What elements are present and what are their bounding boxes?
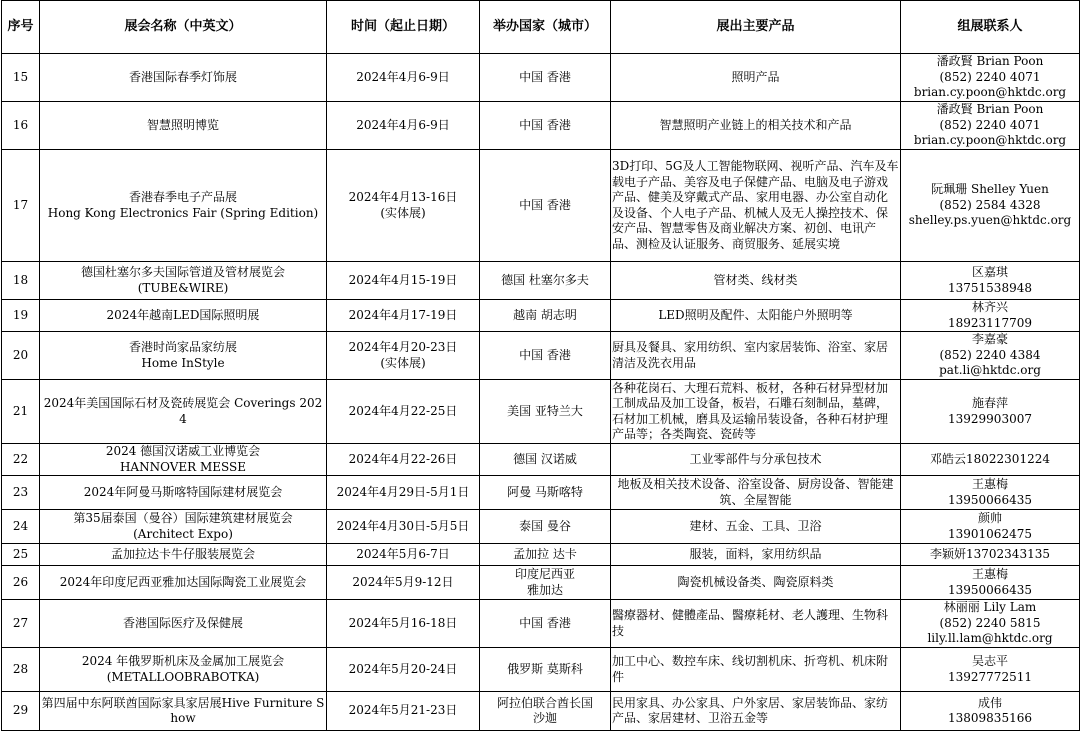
exhibition-place-line: 孟加拉 达卡 <box>513 546 577 561</box>
exhibition-contact-line: 13950066435 <box>948 582 1032 597</box>
exhibition-name-line: 智慧照明博览 <box>146 117 219 132</box>
exhibition-place <box>480 332 611 380</box>
exhibition-date-line: 2024年4月15-19日 <box>348 272 458 287</box>
table-row <box>2 380 1080 444</box>
exhibition-name-line: 2024年越南LED国际照明展 <box>106 307 260 322</box>
row-number: 24 <box>2 510 40 544</box>
exhibition-name <box>40 600 327 648</box>
exhibition-date-line: 2024年5月9-12日 <box>352 574 454 589</box>
exhibition-date-line: 2024年5月20-24日 <box>348 661 458 676</box>
exhibition-products: 智慧照明产业链上的相关技术和产品 <box>611 102 901 150</box>
exhibition-place-line: 美国 亚特兰大 <box>507 403 583 418</box>
exhibition-place-line: 越南 胡志明 <box>513 307 577 322</box>
exhibition-name-line: 2024年美国国际石材及瓷砖展览会 Coverings 2024 <box>43 396 323 426</box>
exhibition-contact-line: 王惠梅 <box>971 567 1008 581</box>
exhibition-products: 民用家具、办公家具、户外家居、家居装饰品、家纺产品、家居建材、卫浴五金等 <box>611 692 901 731</box>
exhibition-name <box>40 444 327 476</box>
exhibition-name-line: (TUBE&WIRE) <box>137 280 229 295</box>
table-row <box>2 510 1080 544</box>
row-number: 21 <box>2 380 40 444</box>
exhibition-contact <box>901 544 1080 566</box>
exhibition-contact-line: 潘政賢 Brian Poon <box>936 54 1044 69</box>
exhibition-date-line: 2024年4月17-19日 <box>348 307 458 322</box>
exhibition-place-line: 德国 杜塞尔多夫 <box>501 272 589 287</box>
header-products: 展出主要产品 <box>611 1 901 54</box>
exhibition-products: 建材、五金、工具、卫浴 <box>611 510 901 544</box>
header-seq: 序号 <box>2 1 40 54</box>
exhibition-contact-line: 成伟 <box>977 695 1002 710</box>
exhibition-place <box>480 102 611 150</box>
exhibition-contact <box>901 332 1080 380</box>
exhibition-contact <box>901 54 1080 102</box>
exhibition-products: 地板及相关技术设备、浴室设备、厨房设备、智能建筑、全屋智能 <box>611 476 901 510</box>
exhibition-products: 3D打印、5G及人工智能物联网、视听产品、汽车及车载电子产品、美容及电子保健产品、电脑及电子游戏产品、健美及穿戴式产品、家用电器、办公室自动化及设备、个人电子产品、机械人及无人操控技术、保安产品、智慧零售及商业解决方案、初创、电讯产品、测检及认证服务、商贸服务、延展实境 <box>611 150 901 262</box>
exhibition-contact-line: 颜帅 <box>977 511 1002 525</box>
exhibition-contact <box>901 262 1080 300</box>
exhibition-contact-line: (852) 2240 4071 <box>939 69 1041 84</box>
exhibition-place-line: 中国 香港 <box>519 69 571 84</box>
exhibition-name <box>40 102 327 150</box>
exhibition-name <box>40 150 327 262</box>
exhibition-contact-line: shelley.ps.yuen@hktdc.org <box>908 213 1072 228</box>
exhibition-contact <box>901 380 1080 444</box>
exhibition-date <box>327 444 480 476</box>
exhibition-place-line: 德国 汉诺威 <box>513 451 577 466</box>
exhibition-name-line: 2024年阿曼马斯喀特国际建材展览会 <box>83 484 283 499</box>
exhibition-date <box>327 102 480 150</box>
exhibition-date <box>327 600 480 648</box>
exhibition-contact <box>901 102 1080 150</box>
exhibition-products: 醫療器材、健體產品、醫療耗材、老人護理、生物科技 <box>611 600 901 648</box>
exhibition-place <box>480 692 611 731</box>
exhibition-place-line: 印度尼西亚 <box>514 567 575 581</box>
exhibition-date-line: 2024年4月6-9日 <box>356 69 450 84</box>
table-row <box>2 150 1080 262</box>
header-row <box>2 1 1080 54</box>
exhibition-date <box>327 332 480 380</box>
exhibition-products: 工业零部件与分承包技术 <box>611 444 901 476</box>
row-number: 17 <box>2 150 40 262</box>
exhibition-contact <box>901 510 1080 544</box>
table-row <box>2 476 1080 510</box>
exhibition-contact <box>901 566 1080 600</box>
exhibition-date-line: (实体展) <box>380 205 426 220</box>
row-number: 26 <box>2 566 40 600</box>
exhibition-name-line: 2024年印度尼西亚雅加达国际陶瓷工业展览会 <box>59 574 307 589</box>
exhibition-contact-line: 13751538948 <box>948 280 1032 295</box>
exhibition-date <box>327 692 480 731</box>
table-row <box>2 300 1080 332</box>
exhibition-products: 管材类、线材类 <box>611 262 901 300</box>
table-row <box>2 600 1080 648</box>
exhibition-date <box>327 54 480 102</box>
exhibition-name <box>40 692 327 731</box>
exhibition-contact-line: lily.ll.lam@hktdc.org <box>927 631 1053 646</box>
table-row <box>2 692 1080 731</box>
exhibition-name <box>40 380 327 444</box>
exhibition-place <box>480 54 611 102</box>
exhibition-name-line: 第35届泰国（曼谷）国际建筑建材展览会 <box>73 511 293 525</box>
exhibition-contact-line: 吴志平 <box>971 654 1008 668</box>
table-body <box>2 54 1080 731</box>
exhibition-contact <box>901 692 1080 731</box>
exhibition-contact <box>901 150 1080 262</box>
row-number: 20 <box>2 332 40 380</box>
exhibition-date-line: 2024年4月29日-5月1日 <box>336 484 470 499</box>
exhibition-contact <box>901 648 1080 692</box>
row-number: 18 <box>2 262 40 300</box>
exhibition-place <box>480 380 611 444</box>
exhibition-contact-line: 13950066435 <box>948 492 1032 507</box>
exhibition-name-line: 孟加拉达卡牛仔服装展览会 <box>110 546 255 561</box>
exhibition-name-line: (METALLOOBRABOTKA) <box>106 669 260 684</box>
exhibition-place <box>480 262 611 300</box>
exhibition-contact-line: 13901062475 <box>948 526 1032 541</box>
exhibition-name-line: Home InStyle <box>141 355 225 370</box>
exhibition-place-line: 中国 香港 <box>519 347 571 362</box>
exhibition-place-line: 沙迦 <box>532 711 557 725</box>
exhibition-products: 陶瓷机械设备类、陶瓷原料类 <box>611 566 901 600</box>
row-number: 22 <box>2 444 40 476</box>
exhibition-contact-line: (852) 2584 4328 <box>939 197 1041 212</box>
row-number: 25 <box>2 544 40 566</box>
exhibition-contact-line: 林丽丽 Lily Lam <box>943 600 1037 615</box>
exhibition-contact <box>901 476 1080 510</box>
exhibition-name <box>40 544 327 566</box>
exhibition-contact-line: 潘政賢 Brian Poon <box>936 102 1044 117</box>
exhibition-contact-line: 林齐兴 <box>971 300 1008 314</box>
header-date: 时间（起止日期） <box>327 1 480 54</box>
exhibition-contact-line: 李颖妍13702343135 <box>930 546 1050 561</box>
exhibition-name <box>40 262 327 300</box>
exhibition-table <box>1 0 1080 731</box>
exhibition-date <box>327 380 480 444</box>
exhibition-products: 各种花岗石、大理石荒料、板材，各种石材异型材加工制成品及加工设备，板岩，石雕石刻制品，墓碑，石材加工机械，磨具及运输吊装设备，各种石材护理产品等；各类陶瓷、瓷砖等 <box>611 380 901 444</box>
exhibition-contact-line: 区嘉琪 <box>971 265 1008 279</box>
exhibition-name <box>40 648 327 692</box>
exhibition-name <box>40 566 327 600</box>
row-number: 23 <box>2 476 40 510</box>
exhibition-name-line: 德国杜塞尔多夫国际管道及管材展览会 <box>80 265 285 279</box>
exhibition-contact-line: 王惠梅 <box>971 477 1008 491</box>
exhibition-name-line: 2024 年俄罗斯机床及金属加工展览会 <box>81 654 285 668</box>
exhibition-contact-line: brian.cy.poon@hktdc.org <box>913 133 1067 148</box>
exhibition-contact-line: 邓皓云18022301224 <box>930 451 1050 466</box>
exhibition-place-line: 阿曼 马斯喀特 <box>507 484 583 499</box>
table-row <box>2 566 1080 600</box>
exhibition-date <box>327 262 480 300</box>
exhibition-place-line: 泰国 曼谷 <box>519 518 571 533</box>
exhibition-place <box>480 600 611 648</box>
table-row <box>2 332 1080 380</box>
exhibition-date <box>327 544 480 566</box>
header-contact: 组展联系人 <box>901 1 1080 54</box>
exhibition-place <box>480 300 611 332</box>
exhibition-contact-line: pat.li@hktdc.org <box>939 363 1041 378</box>
exhibition-name-line: Hong Kong Electronics Fair (Spring Edition) <box>47 205 319 220</box>
exhibition-name <box>40 54 327 102</box>
exhibition-place <box>480 510 611 544</box>
exhibition-name-line: 香港时尚家品家纺展 <box>128 340 237 354</box>
exhibition-date <box>327 150 480 262</box>
exhibition-place-line: 俄罗斯 莫斯科 <box>507 661 583 676</box>
table-row <box>2 54 1080 102</box>
exhibition-contact-line: (852) 2240 4384 <box>939 347 1041 362</box>
exhibition-contact-line: 13809835166 <box>948 711 1032 725</box>
exhibition-date-line: 2024年4月22-26日 <box>348 451 458 466</box>
exhibition-name <box>40 510 327 544</box>
exhibition-name-line: 香港国际医疗及保健展 <box>122 615 243 630</box>
exhibition-products: 加工中心、数控车床、线切割机床、折弯机、机床附件 <box>611 648 901 692</box>
exhibition-name-line: HANNOVER MESSE <box>119 459 247 474</box>
exhibition-date <box>327 300 480 332</box>
exhibition-place <box>480 648 611 692</box>
exhibition-date-line: 2024年4月30日-5月5日 <box>336 518 470 533</box>
exhibition-date-line: 2024年5月16-18日 <box>348 615 458 630</box>
exhibition-contact-line: brian.cy.poon@hktdc.org <box>913 85 1067 100</box>
exhibition-place <box>480 476 611 510</box>
exhibition-contact <box>901 600 1080 648</box>
exhibition-date-line: 2024年4月22-25日 <box>348 403 458 418</box>
exhibition-name-line: 2024 德国汉诺威工业博览会 <box>105 444 261 458</box>
exhibition-date <box>327 476 480 510</box>
table-row <box>2 544 1080 566</box>
row-number: 29 <box>2 692 40 731</box>
exhibition-products: 厨具及餐具、家用纺织、室内家居装饰、浴室、家居清洁及洗衣用品 <box>611 332 901 380</box>
exhibition-name-line: 第四届中东阿联酋国际家具家居展Hive Furniture Show <box>41 695 325 725</box>
exhibition-name <box>40 332 327 380</box>
exhibition-date <box>327 566 480 600</box>
table-row <box>2 444 1080 476</box>
exhibition-contact-line: 阮珮珊 Shelley Yuen <box>931 182 1049 197</box>
row-number: 16 <box>2 102 40 150</box>
header-name: 展会名称（中英文） <box>40 1 327 54</box>
exhibition-contact-line: (852) 2240 4071 <box>939 117 1041 132</box>
table-row <box>2 262 1080 300</box>
exhibition-contact-line: 13927772511 <box>948 669 1032 684</box>
exhibition-date <box>327 510 480 544</box>
exhibition-date-line: (实体展) <box>380 355 426 370</box>
exhibition-place-line: 雅加达 <box>526 582 563 597</box>
exhibition-date <box>327 648 480 692</box>
exhibition-place-line: 中国 香港 <box>519 615 571 630</box>
exhibition-place <box>480 150 611 262</box>
exhibition-contact <box>901 300 1080 332</box>
exhibition-contact-line: 李嘉豪 <box>971 332 1008 347</box>
exhibition-contact-line: (852) 2240 5815 <box>939 615 1041 630</box>
row-number: 27 <box>2 600 40 648</box>
row-number: 19 <box>2 300 40 332</box>
exhibition-date-line: 2024年4月6-9日 <box>356 117 450 132</box>
row-number: 28 <box>2 648 40 692</box>
exhibition-name-line: 香港国际春季灯饰展 <box>128 69 237 84</box>
row-number: 15 <box>2 54 40 102</box>
exhibition-products: 照明产品 <box>611 54 901 102</box>
exhibition-date-line: 2024年5月21-23日 <box>348 703 458 718</box>
header-place: 举办国家（城市） <box>480 1 611 54</box>
exhibition-name <box>40 300 327 332</box>
exhibition-name <box>40 476 327 510</box>
exhibition-place-line: 中国 香港 <box>519 197 571 212</box>
table-row <box>2 102 1080 150</box>
exhibition-place <box>480 444 611 476</box>
exhibition-contact <box>901 444 1080 476</box>
exhibition-place-line: 中国 香港 <box>519 117 571 132</box>
exhibition-date-line: 2024年4月20-23日 <box>348 340 458 354</box>
exhibition-contact-line: 18923117709 <box>948 315 1032 330</box>
exhibition-place <box>480 566 611 600</box>
exhibition-products: LED照明及配件、太阳能户外照明等 <box>611 300 901 332</box>
exhibition-name-line: (Architect Expo) <box>133 526 233 541</box>
exhibition-products: 服装，面料，家用纺织品 <box>611 544 901 566</box>
exhibition-contact-line: 13929903007 <box>948 411 1032 426</box>
exhibition-date-line: 2024年4月13-16日 <box>348 190 458 204</box>
table-row <box>2 648 1080 692</box>
exhibition-name-line: 香港春季电子产品展 <box>128 190 237 204</box>
exhibition-place-line: 阿拉伯联合酋长国 <box>496 695 593 710</box>
exhibition-place <box>480 544 611 566</box>
exhibition-date-line: 2024年5月6-7日 <box>356 546 450 561</box>
exhibition-contact-line: 施春萍 <box>971 396 1008 410</box>
